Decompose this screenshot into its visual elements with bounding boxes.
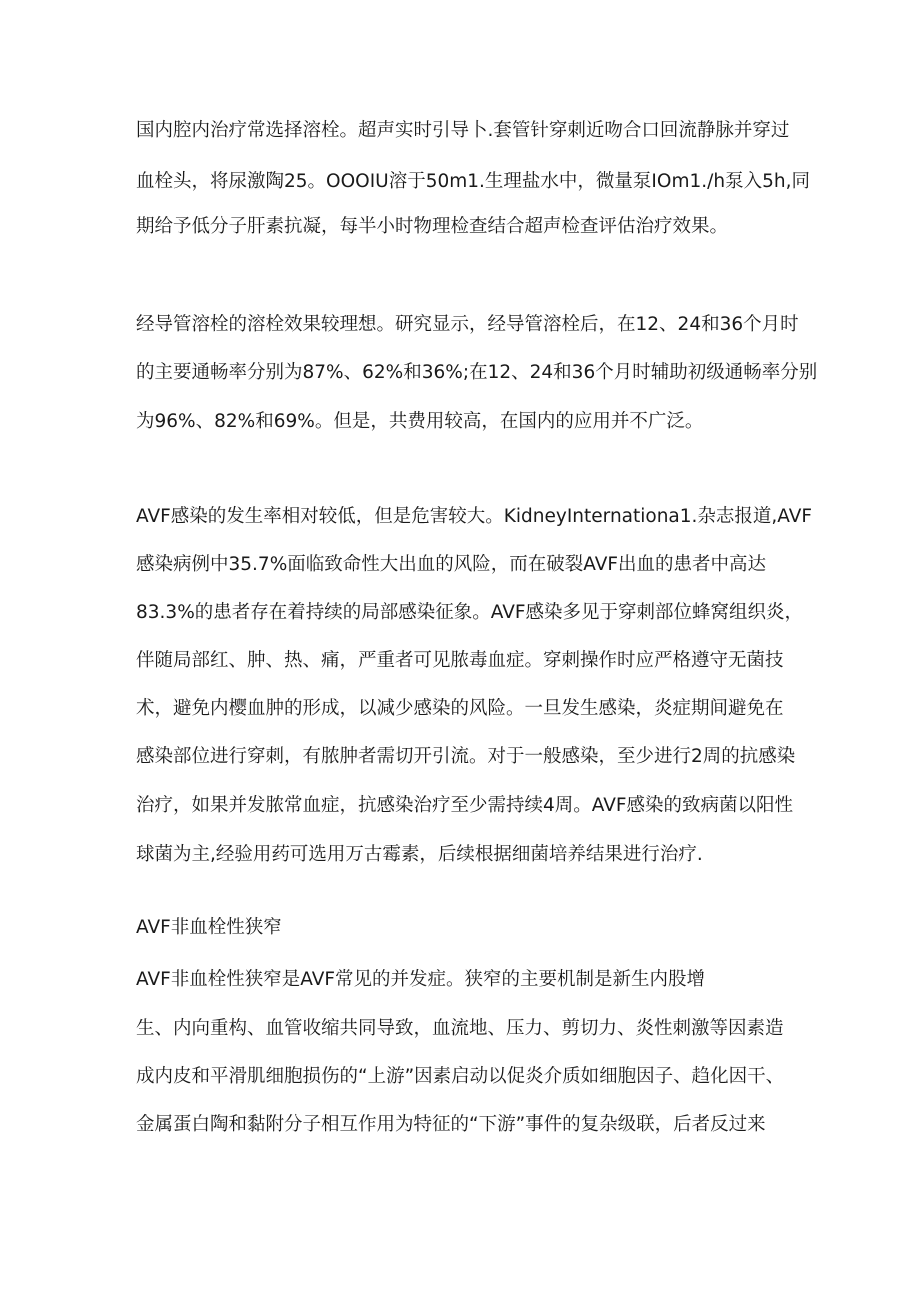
paragraph-4-line-2: 生、内向重构、血管收缩共同导致，血流地、压力、剪切力、炎性刺激等因素造 <box>136 1018 784 1039</box>
paragraph-1-line-2: 血栓头，将尿激陶25。OOOIU溶于50m1.生理盐水中，微量泵IOm1./h泵入5h,同 <box>136 171 810 192</box>
paragraph-3-line-6: 感染部位进行穿刺，有脓肿者需切开引流。对于一般感染，至少进行2周的抗感染 <box>136 746 796 767</box>
paragraph-2-line-3: 为96%、82%和69%。但是，共费用较高，在国内的应用并不广泛。 <box>136 411 704 432</box>
paragraph-3-line-1: AVF感染的发生率相对较低，但是危害较大。KidneyInternationa1.杂志报道,AVF <box>136 506 813 527</box>
section-heading: AVF非血栓性狭窄 <box>136 917 282 938</box>
paragraph-3-line-4: 伴随局部红、肿、热、痛，严重者可见脓毒血症。穿刺操作时应严格遵守无菌技 <box>136 650 784 671</box>
paragraph-3-line-8: 球菌为主,经验用药可选用万古霉素，后续根据细菌培养结果进行治疗. <box>136 844 703 865</box>
paragraph-4-line-3: 成内皮和平滑肌细胞损伤的“上游”因素启动以促炎介质如细胞因子、趋化因干、 <box>136 1066 785 1087</box>
paragraph-4-line-4: 金属蛋白陶和黏附分子相互作用为特征的“下游”事件的复杂级联，后者反过来 <box>136 1114 766 1135</box>
paragraph-3-line-2: 感染病例中35.7%面临致命性大出血的风险，而在破裂AVF出血的患者中高达 <box>136 554 767 575</box>
paragraph-2-line-2: 的主要通畅率分别为87%、62%和36%;在12、24和36个月时辅助初级通畅率分别 <box>136 362 818 383</box>
paragraph-4-line-1: AVF非血栓性狭窄是AVF常见的并发症。狭窄的主要机制是新生内股增 <box>136 969 706 990</box>
paragraph-3-line-7: 治疗，如果并发脓常血症，抗感染治疗至少需持续4周。AVF感染的致病菌以阳性 <box>136 795 794 816</box>
paragraph-1-line-3: 期给予低分子肝素抗凝，每半小时物理检查结合超声检查评估治疗效果。 <box>136 216 729 237</box>
paragraph-1-line-1: 国内腔内治疗常选择溶栓。超声实时引导卜.套管针穿刺近吻合口回流静脉并穿过 <box>136 120 790 141</box>
paragraph-2-line-1: 经导管溶栓的溶栓效果较理想。研究显示，经导管溶栓后，在12、24和36个月时 <box>136 314 799 335</box>
paragraph-3-line-3: 83.3%的患者存在着持续的局部感染征象。AVF感染多见于穿刺部位蜂窝组织炎， <box>136 602 804 623</box>
paragraph-3-line-5: 术，避免内樱血肿的形成，以减少感染的风险。一旦发生感染，炎症期间避免在 <box>136 698 784 719</box>
